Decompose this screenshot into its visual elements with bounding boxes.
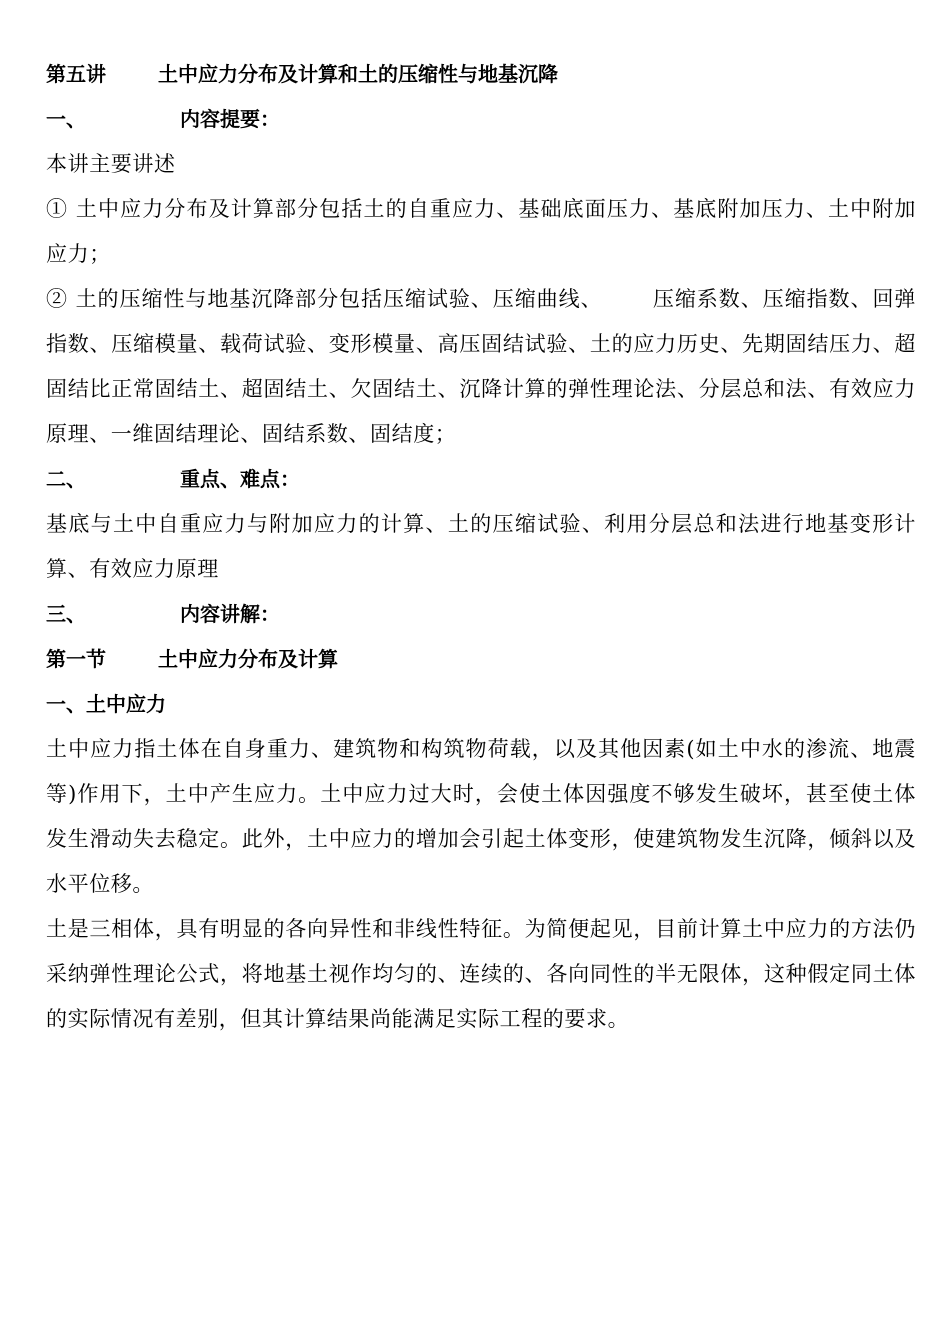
section-heading-keypoints bbox=[46, 457, 916, 502]
content-item-stress: ① 土中应力分布及计算部分包括土的自重应力、基础底面压力、基底附加压力、土中附加应力； bbox=[46, 197, 916, 266]
paragraph-soil-stress: 土中应力指土体在自身重力、建筑物和构筑物荷载，以及其他因素(如土中水的渗流、地震等)作用下，土中产生应力。土中应力过大时，会使土体因强度不够发生破坏，甚至使土体发生滑动失去稳定。此外，土中应力的增加会引起土体变形，使建筑物发生沉降，倾斜以及水平位移。 bbox=[46, 737, 916, 896]
section-heading-summary bbox=[46, 97, 916, 142]
paragraph-three-phase: 土是三相体，具有明显的各向异性和非线性特征。为简便起见，目前计算土中应力的方法仍采纳弹性理论公式，将地基土视作均匀的、连续的、各向同性的半无限体，这种假定同土体的实际情况有差别，但其计算结果尚能满足实际工程的要求。 bbox=[46, 917, 916, 1031]
content-item-compression-part1: ② 土的压缩性与地基沉降部分包括压缩试验、压缩曲线、 bbox=[46, 287, 603, 311]
section-number: 二、 bbox=[46, 467, 86, 491]
section-title: 内容讲解： bbox=[180, 602, 280, 626]
content-item-compression bbox=[46, 277, 916, 457]
section-number: 三、 bbox=[46, 602, 86, 626]
chapter-number: 第一节 bbox=[46, 647, 106, 671]
lecture-title: 土中应力分布及计算和土的压缩性与地基沉降 bbox=[158, 62, 558, 86]
intro-text: 本讲主要讲述 bbox=[46, 152, 176, 176]
section-title: 内容提要： bbox=[180, 107, 280, 131]
content-item-compression-part2: 压缩系数、压缩指数、回弹指数、压缩模量、载荷试验、变形模量、高压固结试验、土的应力历史、先期固结压力、超固结比正常固结土、超固结土、欠固结土、沉降计算的弹性理论法、分层总和法、有效应力原理、一维固结理论、固结系数、固结度； bbox=[46, 287, 916, 446]
lecture-number: 第五讲 bbox=[46, 62, 106, 86]
section-title: 重点、难点： bbox=[180, 467, 300, 491]
section-number: 一、 bbox=[46, 107, 86, 131]
keypoints-text: 基底与土中自重应力与附加应力的计算、土的压缩试验、利用分层总和法进行地基变形计算、有效应力原理 bbox=[46, 512, 916, 581]
subsection-heading: 一、土中应力 bbox=[46, 692, 166, 716]
lecture-heading bbox=[46, 52, 916, 97]
chapter-title: 土中应力分布及计算 bbox=[158, 647, 338, 671]
document-page bbox=[46, 52, 916, 1042]
chapter-heading bbox=[46, 637, 916, 682]
section-heading-explanation bbox=[46, 592, 916, 637]
